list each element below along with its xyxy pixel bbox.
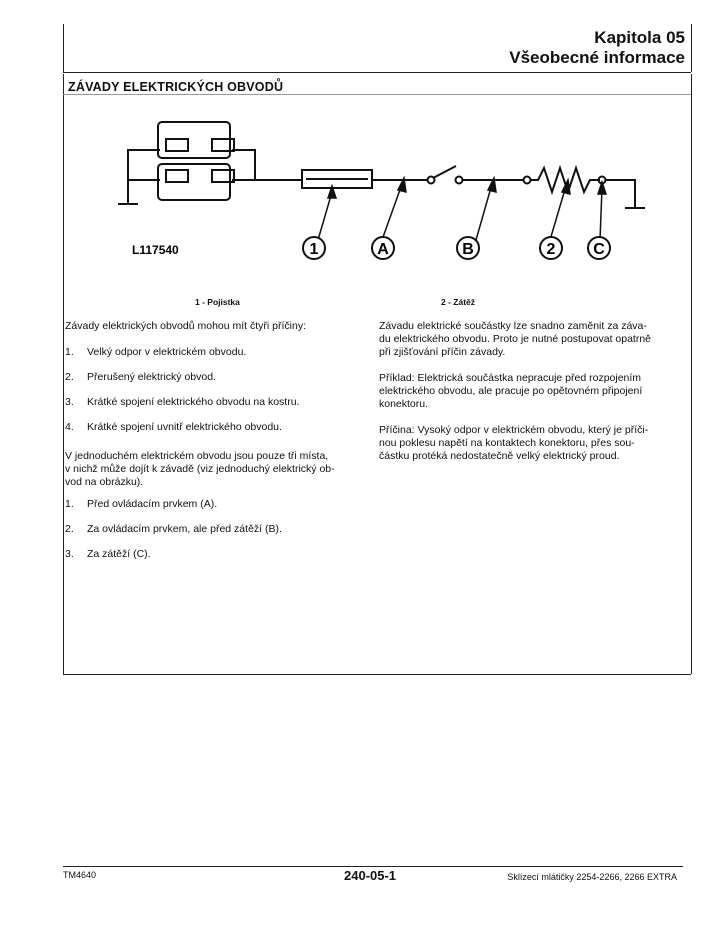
chapter-title: Kapitola 05 (594, 28, 685, 47)
caption-fuse: 1 - Pojistka (195, 297, 240, 307)
circuit-diagram (110, 112, 650, 272)
place-item: 3. Za zátěží (C). (65, 548, 151, 560)
callout-1-label: 1 (309, 241, 319, 258)
page-number: 240-05-1 (344, 868, 397, 883)
callout-a-label: A (377, 241, 389, 258)
caption-load: 2 - Zátěž (441, 297, 476, 307)
callout-c-label: C (593, 241, 605, 258)
frame-left (63, 74, 64, 674)
left-margin-line (63, 24, 64, 72)
place-item: 2. Za ovládacím prvkem, ale před zátěží (B). (65, 523, 282, 535)
section-title: ZÁVADY ELEKTRICKÝCH OBVODŮ (68, 80, 284, 94)
cause-item: 4. Krátké spojení uvnitř elektrického obvodu. (65, 421, 282, 433)
footer-product: Sklízecí mlátičky 2254-2266, 2266 EXTRA (507, 872, 677, 882)
callout-2-label: 2 (546, 241, 556, 258)
cause-item: 1. Velký odpor v elektrickém obvodu. (65, 346, 247, 358)
section-rule (63, 94, 691, 95)
paragraph-confusion: Závadu elektrické součástky lze snadno zaměnit za záva- du elektrického obvodu. Proto je nutné postupovat opatrně při zjišťování příčin závady. (379, 320, 652, 358)
header-rule (63, 72, 691, 73)
places-intro: V jednoduchém elektrickém obvodu jsou pouze tři místa, v nichž může dojít k závadě (viz jednoduchý elektrický ob- vod na obrázku). (65, 450, 335, 488)
paragraph-example: Příklad: Elektrická součástka nepracuje před rozpojením elektrického obvodu, ale pracuje po opětovném připojení konektoru. (379, 372, 643, 410)
page-subtitle: Všeobecné informace (509, 48, 685, 67)
causes-intro: Závady elektrických obvodů mohou mít čtyři příčiny: (65, 320, 307, 332)
figure-id: L117540 (132, 243, 179, 257)
callout-b-label: B (462, 241, 474, 258)
footer-rule (63, 866, 683, 867)
frame-bottom (63, 674, 691, 675)
footer-code: TM4640 (63, 870, 97, 880)
frame-right (691, 74, 692, 674)
place-item: 1. Před ovládacím prvkem (A). (65, 498, 218, 510)
cause-item: 3. Krátké spojení elektrického obvodu na kostru. (65, 396, 300, 408)
paragraph-cause: Příčina: Vysoký odpor v elektrickém obvodu, který je příči- nou poklesu napětí na kontaktech konektoru, přes sou- částku protéká nedostatečně velký elektrický proud. (379, 424, 649, 462)
right-margin-line (691, 24, 692, 72)
cause-item: 2. Přerušený elektrický obvod. (65, 371, 216, 383)
